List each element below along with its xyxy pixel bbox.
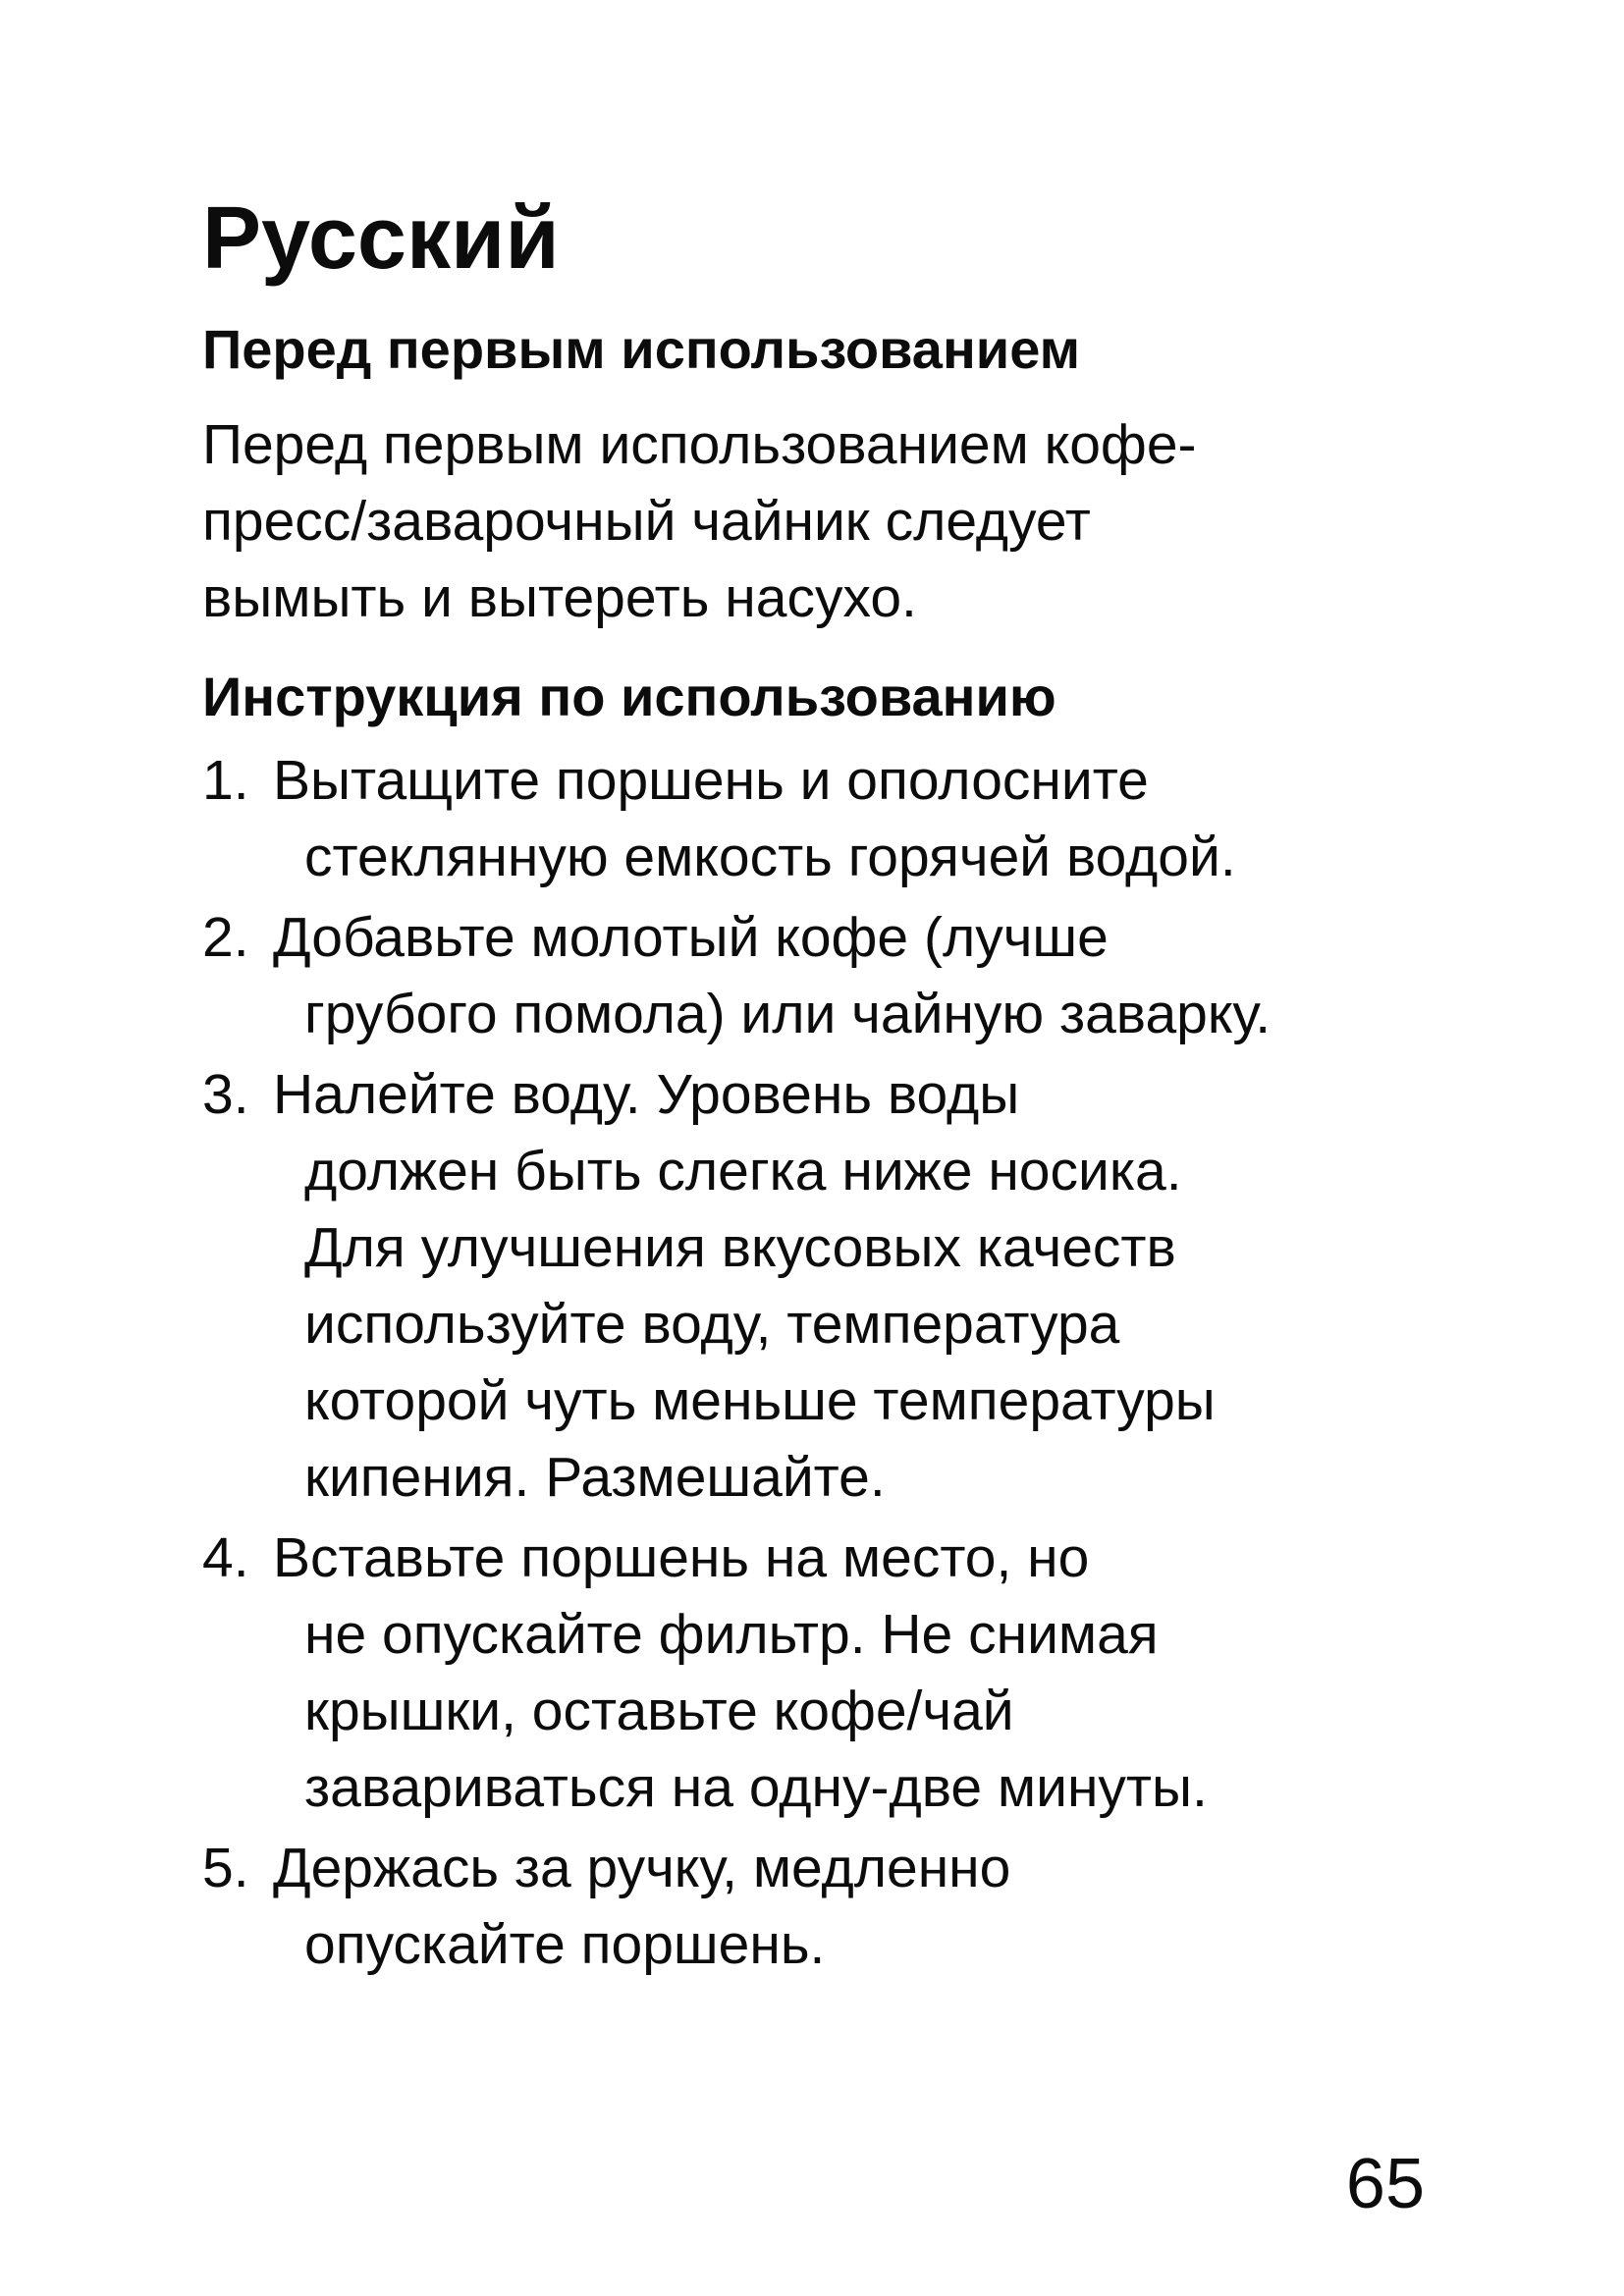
step-line: крышки, оставьте кофе/чай [304, 1680, 1014, 1742]
section-heading-instructions: Инструкция по использованию [202, 666, 1056, 727]
page-number: 65 [1345, 2145, 1425, 2223]
paragraph-line: Перед первым использованием кофе- [202, 413, 1197, 476]
step-line: Вытащите поршень и ополосните [273, 749, 1149, 812]
step-line: Вставьте поршень на место, но [273, 1526, 1090, 1589]
step-line: завариваться на одну-две минуты. [304, 1756, 1208, 1819]
step-line: опускайте поршень. [304, 1913, 826, 1976]
step-number: 2. [202, 906, 249, 969]
instruction-step [202, 1520, 1498, 1826]
instruction-step [202, 742, 1498, 895]
step-line: грубого помола) или чайную заварку. [304, 983, 1272, 1045]
step-number: 3. [202, 1063, 249, 1126]
instruction-step [202, 899, 1498, 1052]
step-line: Для улучшения вкусовых качеств [304, 1216, 1176, 1279]
step-line: должен быть слегка ниже носика. [304, 1140, 1182, 1202]
section-heading-before-first-use: Перед первым использованием [202, 318, 1081, 380]
paragraph-line: пресс/заварочный чайник следует [202, 490, 1091, 553]
step-number: 1. [202, 749, 249, 812]
step-line: используйте воду, температура [304, 1293, 1120, 1356]
step-line: кипения. Размешайте. [304, 1446, 886, 1509]
step-line: Держась за ручку, медленно [273, 1837, 1011, 1899]
step-line: Налейте воду. Уровень воды [273, 1063, 1020, 1126]
step-number: 4. [202, 1526, 249, 1589]
step-line: стеклянную емкость горячей водой. [304, 826, 1236, 888]
step-line: не опускайте фильтр. Не снимая [304, 1603, 1159, 1666]
step-number: 5. [202, 1837, 249, 1899]
before-first-use-paragraph [202, 406, 1197, 636]
page-title: Русский [202, 189, 560, 288]
instruction-steps-list [202, 742, 1498, 1987]
instruction-step [202, 1830, 1498, 1983]
instruction-step [202, 1056, 1498, 1516]
step-line: Добавьте молотый кофе (лучше [273, 906, 1109, 969]
paragraph-line: вымыть и вытереть насухо. [202, 566, 917, 629]
step-line: которой чуть меньше температуры [304, 1369, 1216, 1432]
